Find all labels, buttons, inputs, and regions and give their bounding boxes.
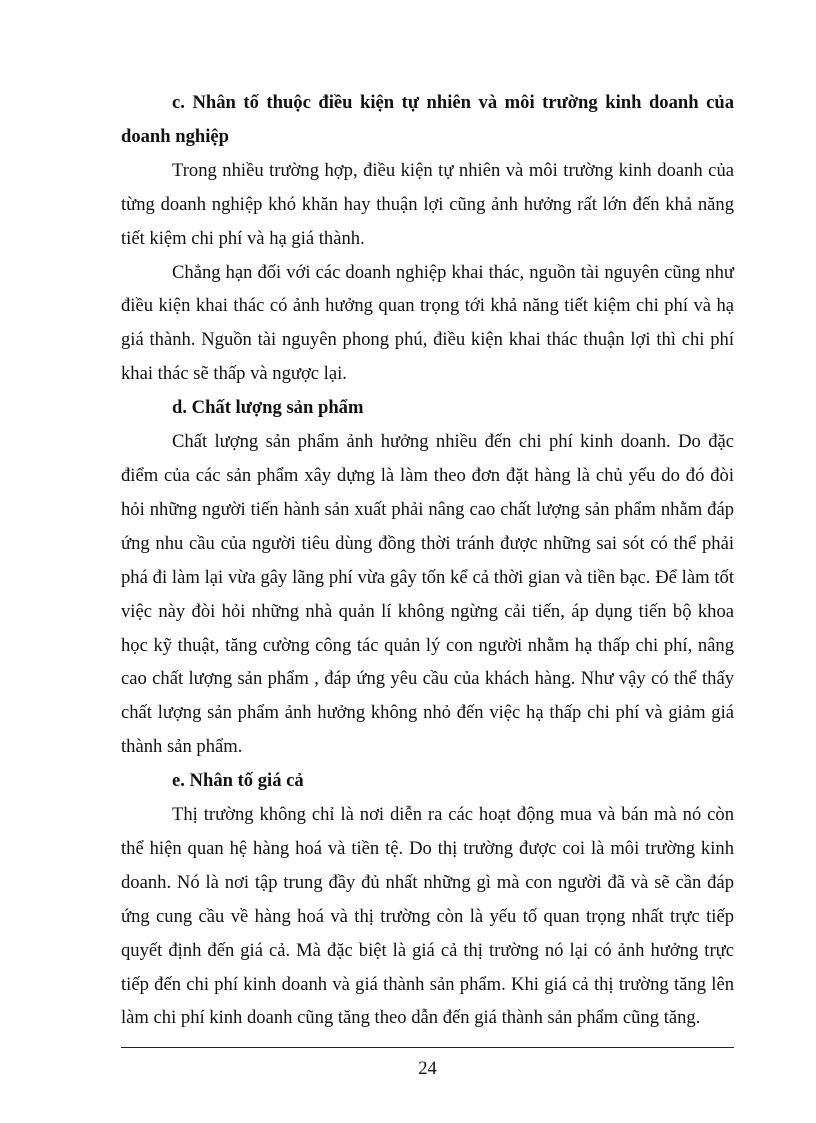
footer-divider: [121, 1047, 734, 1048]
page-body: [121, 86, 734, 1035]
section-heading-natural-conditions: c. Nhân tố thuộc điều kiện tự nhiên và môi trường kinh doanh của doanh nghiệp: [121, 92, 734, 147]
page-number: 24: [418, 1058, 437, 1079]
section-heading-price-factor: e. Nhân tố giá cả: [172, 770, 304, 792]
paragraph-product-quality-1: Chất lượng sản phẩm ảnh hưởng nhiều đến chi phí kinh doanh. Do đặc điểm của các sản phẩm xây dựng là làm theo đơn đặt hàng là chủ yếu do đó đòi hỏi những người tiến hành sản xuất phải nâng cao chất lượng sản phẩm nhằm đáp ứng nhu cầu của người tiêu dùng đồng thời tránh được những sai sót có thể phải phá đi làm lại vừa gây lãng phí vừa gây tốn kể cả thời gian và tiền bạc. Để làm tốt việc này đòi hỏi những nhà quản lí không ngừng cải tiến, áp dụng tiến bộ khoa học kỹ thuật, tăng cường công tác quản lý con người nhằm hạ thấp chi phí, nâng cao chất lượng sản phẩm , đáp ứng yêu cầu của khách hàng. Như vậy có thể thấy chất lượng sản phẩm ảnh hưởng không nhỏ đến việc hạ thấp chi phí và giảm giá thành sản phẩm.: [121, 431, 734, 758]
paragraph-natural-conditions-2: Chẳng hạn đối với các doanh nghiệp khai thác, nguồn tài nguyên cũng như điều kiện khai thác có ảnh hưởng quan trọng tới khả năng tiết kiệm chi phí và hạ giá thành. Nguồn tài nguyên phong phú, điều kiện khai thác thuận lợi thì chi phí khai thác sẽ thấp và ngược lại.: [121, 261, 734, 385]
paragraph-natural-conditions-1: Trong nhiều trường hợp, điều kiện tự nhiên và môi trường kinh doanh của từng doanh nghiệp khó khăn hay thuận lợi cũng ảnh hưởng rất lớn đến khả năng tiết kiệm chi phí và hạ giá thành.: [121, 159, 734, 249]
section-heading-product-quality: d. Chất lượng sản phẩm: [172, 397, 364, 419]
paragraph-price-factor-1: Thị trường không chỉ là nơi diễn ra các hoạt động mua và bán mà nó còn thể hiện quan hệ hàng hoá và tiền tệ. Do thị trường được coi là môi trường kinh doanh. Nó là nơi tập trung đầy đủ nhất những gì mà con người đã và sẽ cần đáp ứng cung cầu về hàng hoá và thị trường còn là yếu tố quan trọng nhất trực tiếp quyết định đến giá cả. Mà đặc biệt là giá cả thị trường nó lại có ảnh hưởng trực tiếp đến chi phí kinh doanh và giá thành sản phẩm. Khi giá cả thị trường tăng lên làm chi phí kinh doanh cũng tăng theo dẫn đến giá thành sản phẩm cũng tăng.: [121, 804, 734, 1029]
